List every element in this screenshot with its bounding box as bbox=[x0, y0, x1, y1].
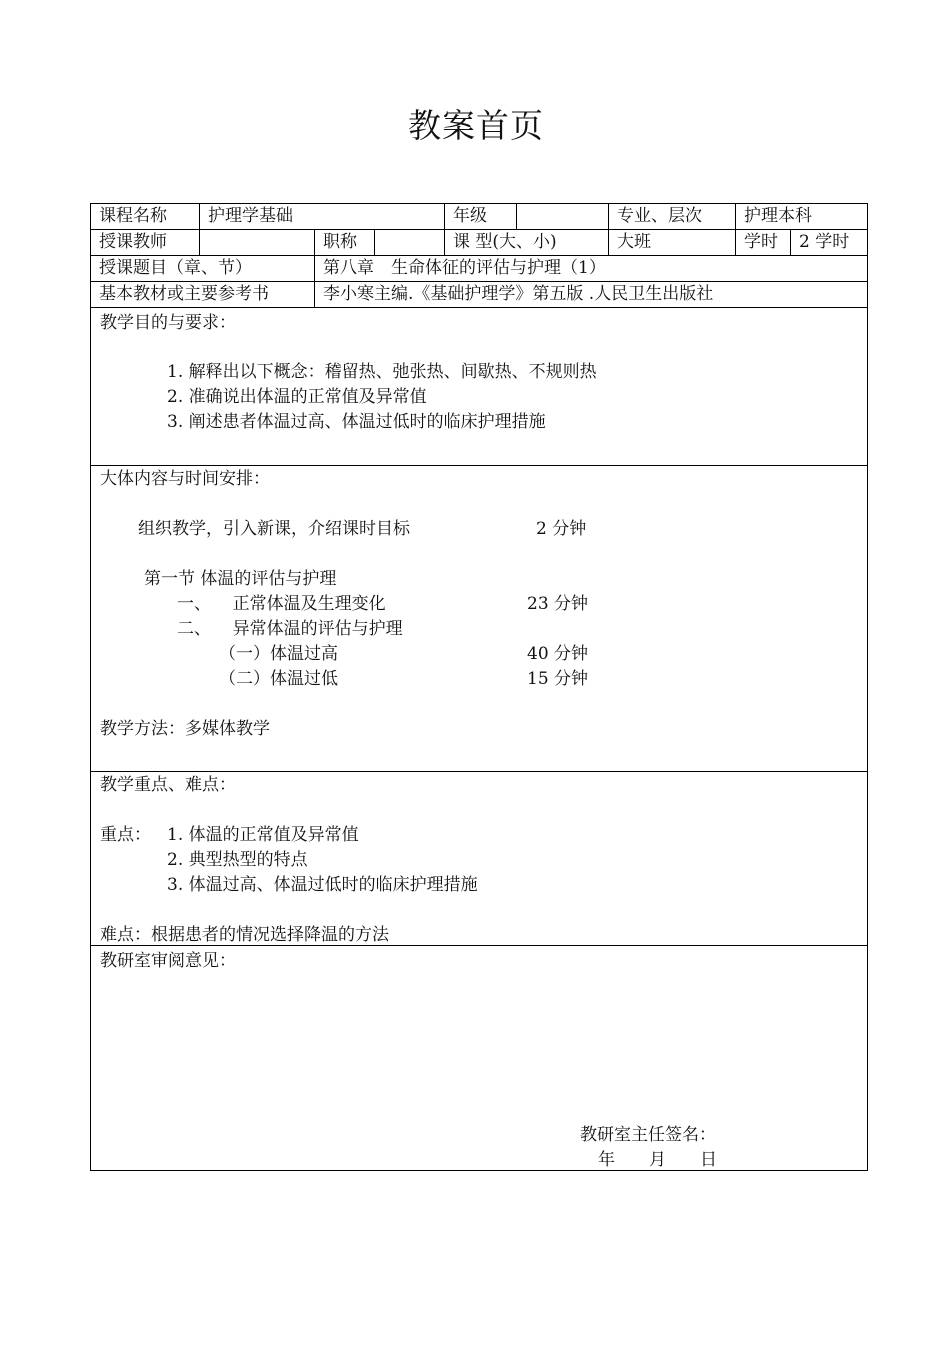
schedule-part-time: 15 分钟 bbox=[527, 669, 589, 689]
textbook-label: 基本教材或主要参考书 bbox=[91, 282, 315, 307]
hours-label: 学时 bbox=[736, 230, 791, 255]
objectives-heading: 教学目的与要求： bbox=[100, 313, 236, 333]
schedule-section-title: 第一节 体温的评估与护理 bbox=[144, 569, 337, 589]
class-type-value: 大班 bbox=[609, 230, 736, 255]
topic-value: 第八章 生命体征的评估与护理（1） bbox=[323, 258, 606, 278]
schedule-part-time: 40 分钟 bbox=[527, 644, 589, 664]
hours-value: 2 学时 bbox=[799, 232, 850, 252]
schedule-part: （一）体温过高 bbox=[219, 644, 338, 664]
review-date: 年 月 日 bbox=[598, 1150, 717, 1170]
key-points-heading: 教学重点、难点： bbox=[100, 775, 236, 795]
lesson-plan-table bbox=[90, 203, 868, 1171]
objectives-section bbox=[91, 308, 867, 466]
schedule-part: （二）体温过低 bbox=[219, 669, 338, 689]
schedule-part-time: 23 分钟 bbox=[527, 594, 589, 614]
job-title-label: 职称 bbox=[315, 230, 375, 255]
textbook-value: 李小寒主编.《基础护理学》第五版 .人民卫生出版社 bbox=[323, 284, 714, 304]
grade-value bbox=[517, 204, 609, 229]
course-value: 护理学基础 bbox=[200, 204, 445, 229]
key-item: 1. 体温的正常值及异常值 bbox=[167, 825, 359, 845]
course-row bbox=[91, 204, 867, 230]
topic-label: 授课题目（章、节） bbox=[91, 256, 315, 281]
objective-item: 1. 解释出以下概念：稽留热、弛张热、间歇热、不规则热 bbox=[167, 362, 597, 382]
teaching-method: 教学方法：多媒体教学 bbox=[100, 719, 270, 739]
page-title: 教案首页 bbox=[408, 106, 544, 145]
review-section bbox=[91, 946, 867, 1170]
director-signature: 教研室主任签名： bbox=[580, 1125, 716, 1145]
schedule-part: 一、 正常体温及生理变化 bbox=[177, 594, 386, 614]
objective-item: 2. 准确说出体温的正常值及异常值 bbox=[167, 387, 427, 407]
teacher-row bbox=[91, 230, 867, 256]
key-item: 2. 典型热型的特点 bbox=[167, 850, 308, 870]
key-label: 重点： bbox=[100, 825, 151, 845]
objective-item: 3. 阐述患者体温过高、体温过低时的临床护理措施 bbox=[167, 412, 546, 432]
key-points-section bbox=[91, 772, 867, 946]
difficulty: 难点：根据患者的情况选择降温的方法 bbox=[100, 925, 389, 945]
class-type-label: 课 型(大、小) bbox=[445, 230, 609, 255]
schedule-part: 二、 异常体温的评估与护理 bbox=[177, 619, 403, 639]
major-value: 护理本科 bbox=[744, 206, 812, 226]
schedule-intro-time: 2 分钟 bbox=[536, 519, 587, 539]
schedule-heading: 大体内容与时间安排： bbox=[100, 469, 270, 489]
review-heading: 教研室审阅意见： bbox=[100, 951, 236, 971]
topic-row bbox=[91, 256, 867, 282]
teacher-value bbox=[200, 230, 315, 255]
schedule-section bbox=[91, 466, 867, 772]
major-label: 专业、层次 bbox=[609, 204, 736, 229]
grade-label: 年级 bbox=[445, 204, 517, 229]
teacher-label: 授课教师 bbox=[91, 230, 200, 255]
course-label: 课程名称 bbox=[91, 204, 200, 229]
job-title-value bbox=[375, 230, 445, 255]
textbook-row bbox=[91, 282, 867, 308]
key-item: 3. 体温过高、体温过低时的临床护理措施 bbox=[167, 875, 478, 895]
schedule-intro: 组织教学，引入新课，介绍课时目标 bbox=[138, 519, 410, 539]
